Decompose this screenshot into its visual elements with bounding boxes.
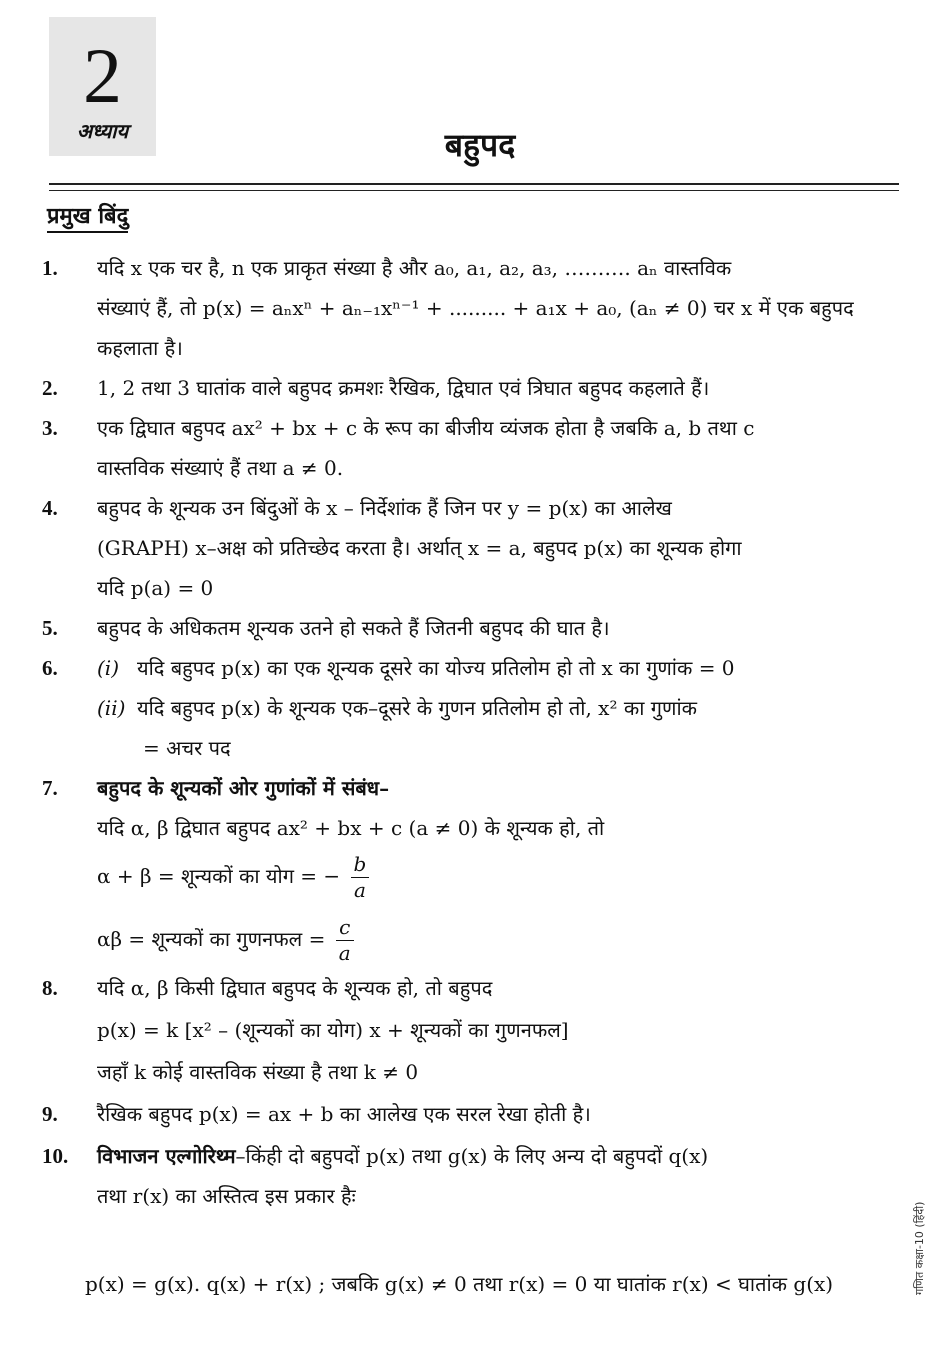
item-line: –किंही दो बहुपदों p(x) तथा g(x) के लिए अन्य दो बहुपदों q(x) <box>235 1144 709 1168</box>
list-item <box>42 408 899 488</box>
fraction-numerator: c <box>336 915 354 941</box>
fraction <box>351 852 370 903</box>
sub-label: (ii) <box>97 696 126 720</box>
item-number: 4. <box>42 496 58 520</box>
item-line: एक द्विघात बहुपद ax² + bx + c के रूप का बीजीय व्यंजक होता है जबकि a, b तथा c <box>97 416 755 440</box>
item-line: जहाँ k कोई वास्तविक संख्या है तथा k ≠ 0 <box>97 1060 419 1084</box>
item-line: वास्तविक संख्याएं हैं तथा a ≠ 0. <box>97 456 344 480</box>
item-line: यदि p(a) = 0 <box>97 576 214 600</box>
key-points-list <box>42 248 899 1216</box>
item-line: यदि α, β किसी द्विघात बहुपद के शून्यक हो, तो बहुपद <box>97 976 493 1000</box>
section-heading: प्रमुख बिंदु <box>47 200 128 233</box>
item-line: p(x) = k [x² – (शून्यकों का योग) x + शून्यकों का गुणनफल] <box>97 1018 569 1042</box>
fraction-numerator: b <box>351 852 370 878</box>
page-title: बहुपद <box>444 126 516 164</box>
item-line: कहलाता है। <box>97 336 183 360</box>
item-line: यदि बहुपद p(x) का एक शून्यक दूसरे का योज्य प्रतिलोम हो तो x का गुणांक = 0 <box>137 656 735 680</box>
item-number: 2. <box>42 376 58 400</box>
item-line: रैखिक बहुपद p(x) = ax + b का आलेख एक सरल रेखा होती है। <box>97 1102 591 1126</box>
chapter-number: 2 <box>83 32 122 119</box>
margin-note: गणित कक्षा-10 (हिंदी) <box>913 1201 926 1295</box>
item-line: यदि α, β द्विघात बहुपद ax² + bx + c (a ≠ 0) के शून्यक हो, तो <box>97 816 605 840</box>
fraction-denominator: a <box>353 878 366 902</box>
formula-sum <box>97 852 899 903</box>
item-line: संख्याएं हैं, तो p(x) = aₙxⁿ + aₙ₋₁xⁿ⁻¹ + ......... + a₁x + a₀, (aₙ ≠ 0) चर x में एक बहुपद <box>97 296 854 320</box>
item-number: 3. <box>42 416 58 440</box>
item-line: बहुपद के शून्यक उन बिंदुओं के x – निर्देशांक हैं जिन पर y = p(x) का आलेख <box>97 496 672 520</box>
list-item <box>42 488 899 608</box>
item-number: 5. <box>42 616 58 640</box>
list-item <box>42 248 899 368</box>
item-heading: विभाजन एल्गोरिथ्म <box>97 1144 236 1168</box>
item-number: 6. <box>42 656 58 680</box>
fraction-denominator: a <box>338 941 351 965</box>
list-item <box>42 608 899 648</box>
item-number: 8. <box>42 976 58 1000</box>
formula-product <box>97 915 899 966</box>
item-line: तथा r(x) का अस्तित्व इस प्रकार हैः <box>97 1184 356 1208</box>
fraction <box>336 915 354 966</box>
item-line: 1, 2 तथा 3 घातांक वाले बहुपद क्रमशः रैखिक, द्विघात एवं त्रिघात बहुपद कहलाते हैं। <box>97 376 710 400</box>
item-number: 10. <box>42 1144 69 1168</box>
item-line: बहुपद के अधिकतम शून्यक उतने हो सकते हैं जितनी बहुपद की घात है। <box>97 616 610 640</box>
divider-thick <box>49 183 899 185</box>
formula-lhs: α + β = शून्यकों का योग = − <box>97 864 341 888</box>
division-formula: p(x) = g(x). q(x) + r(x) ; जबकि g(x) ≠ 0 तथा r(x) = 0 या घातांक r(x) < घातांक g(x) <box>85 1272 834 1296</box>
formula-lhs: αβ = शून्यकों का गुणनफल = <box>97 927 326 951</box>
list-item <box>42 648 899 688</box>
list-item <box>42 368 899 408</box>
sub-item <box>97 688 899 728</box>
item-number: 1. <box>42 256 58 280</box>
item-number: 9. <box>42 1102 58 1126</box>
chapter-box <box>49 17 156 156</box>
sub-label: (i) <box>97 656 120 680</box>
item-line: (GRAPH) x–अक्ष को प्रतिच्छेद करता है। अर्थात् x = a, बहुपद p(x) का शून्यक होगा <box>97 536 742 560</box>
item-number: 7. <box>42 776 58 800</box>
item-line: यदि बहुपद p(x) के शून्यक एक–दूसरे के गुणन प्रतिलोम हो तो, x² का गुणांक <box>137 696 697 720</box>
item-heading: बहुपद के शून्यकों ओर गुणांकों में संबंध– <box>97 776 390 800</box>
list-item <box>42 968 899 1008</box>
list-item <box>42 1136 899 1176</box>
list-item <box>42 768 899 808</box>
item-line: = अचर पद <box>143 736 231 760</box>
item-line: यदि x एक चर है, n एक प्राकृत संख्या है और a₀, a₁, a₂, a₃, ………. aₙ वास्तविक <box>97 256 732 280</box>
divider-thin <box>49 190 899 191</box>
list-item <box>42 1094 899 1134</box>
chapter-label: अध्याय <box>76 119 129 143</box>
